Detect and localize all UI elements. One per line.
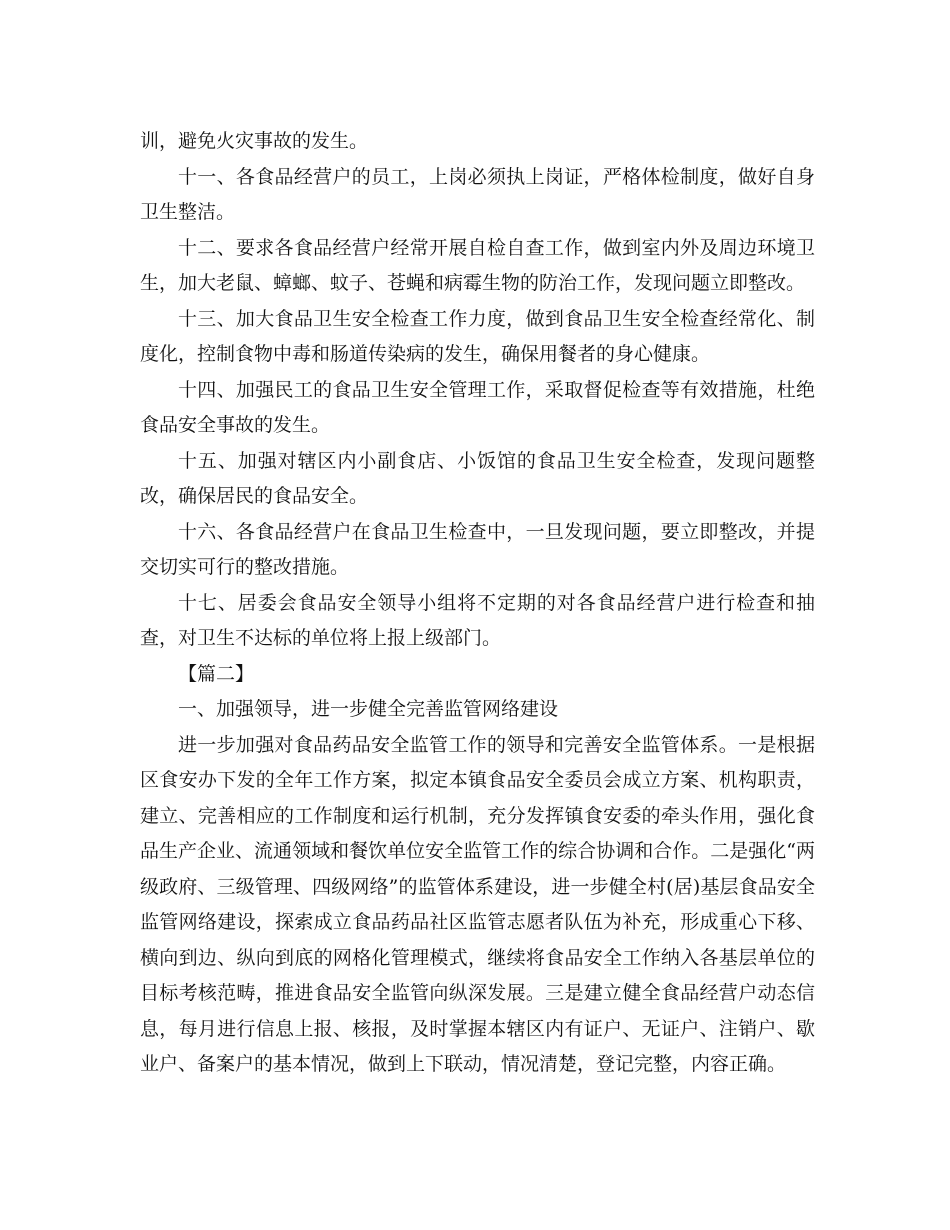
document-body (140, 124, 815, 1083)
body-paragraph: 进一步加强对食品药品安全监管工作的领导和完善安全监管体系。一是根据区食安办下发的全年工作方案，拟定本镇食品安全委员会成立方案、机构职责，建立、完善相应的工作制度和运行机制，充分发挥镇食安委的牵头作用，强化食品生产企业、流通领域和餐饮单位安全监管工作的综合协调和合作。二是强化“两级政府、三级管理、四级网络”的监管体系建设，进一步健全村(居)基层食品安全监管网络建设，探索成立食品药品社区监管志愿者队伍为补充，形成重心下移、横向到边、纵向到底的网格化管理模式，继续将食品安全工作纳入各基层单位的目标考核范畴，推进食品安全监管向纵深发展。三是建立健全食品经营户动态信息，每月进行信息上报、核报，及时掌握本辖区内有证户、无证户、注销户、歇业户、备案户的基本情况，做到上下联动，情况清楚，登记完整，内容正确。 (140, 733, 815, 1075)
subsection-heading: 一、加强领导，进一步健全完善监管网络建设 (178, 698, 559, 720)
paragraph-item-12: 十二、要求各食品经营户经常开展自检自查工作，做到室内外及周边环境卫生，加大老鼠、蟑螂、蚊子、苍蝇和病霉生物的防治工作，发现问题立即整改。 (140, 236, 815, 294)
paragraph-continuation: 训，避免火灾事故的发生。 (140, 130, 369, 152)
paragraph-item-14: 十四、加强民工的食品卫生安全管理工作，采取督促检查等有效措施，杜绝食品安全事故的发生。 (140, 378, 815, 436)
paragraph-item-17: 十七、居委会食品安全领导小组将不定期的对各食品经营户进行检查和抽查，对卫生不达标的单位将上报上级部门。 (140, 591, 815, 649)
paragraph-item-13: 十三、加大食品卫生安全检查工作力度，做到食品卫生安全检查经常化、制度化，控制食物中毒和肠道传染病的发生，确保用餐者的身心健康。 (140, 307, 815, 365)
paragraph-item-11: 十一、各食品经营户的员工，上岗必须执上岗证，严格体检制度，做好自身卫生整洁。 (140, 165, 815, 223)
section-heading: 【篇二】 (178, 662, 255, 685)
paragraph-item-15: 十五、加强对辖区内小副食店、小饭馆的食品卫生安全检查，发现问题整改，确保居民的食品安全。 (140, 449, 815, 507)
paragraph-item-16: 十六、各食品经营户在食品卫生检查中，一旦发现问题，要立即整改，并提交切实可行的整改措施。 (140, 520, 815, 578)
